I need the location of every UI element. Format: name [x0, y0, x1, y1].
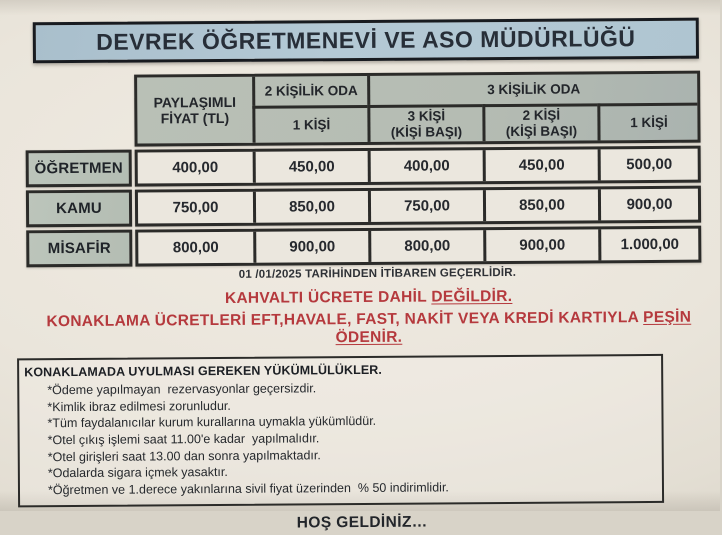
- breakfast-notice: [1, 286, 721, 309]
- rule-item: *Kimlik ibraz edilmesi zorunludur.: [47, 398, 231, 414]
- corner-header-cell: PAYLAŞIMLI FİYAT (TL): [153, 93, 237, 127]
- payment-notice: [1, 308, 721, 349]
- subheader-3room-1-kisi: 1 KİŞİ: [597, 103, 697, 141]
- price-cell: 850,00: [483, 189, 598, 221]
- rule-item: *Ödeme yapılmayan rezervasyonlar geçersizdir.: [47, 381, 317, 398]
- rule-item: *Öğretmen ve 1.derece yakınlarına sivil fiyat üzerinden % 50 indirimlidir.: [47, 480, 449, 497]
- title-bar: [33, 18, 699, 64]
- price-cell: 800,00: [368, 230, 483, 262]
- row-label-misafir: MİSAFİR: [26, 230, 132, 268]
- price-cell: 850,00: [253, 191, 368, 223]
- subheader-3room-2-kisi: 2 KİŞİ (KİŞİ BAŞI): [482, 103, 597, 141]
- table-row: [135, 226, 701, 267]
- payment-notice-underlined: PEŞİN ÖDENİR.: [335, 308, 692, 347]
- breakfast-notice-text: KAHVALTI ÜCRETE DAHİL: [224, 288, 432, 307]
- price-cell: 900,00: [598, 189, 698, 221]
- rule-item: *Otel girişleri saat 13.00 dan sonra yapılmaktadır.: [47, 447, 321, 464]
- validity-note: 01 /01/2025 TARİHİNDEN İTİBAREN GEÇERLİDİR.: [238, 266, 517, 281]
- row-label-kamu: KAMU: [26, 190, 132, 228]
- subheader-2room-1-kisi: 1 KİŞİ: [252, 105, 367, 143]
- row-label-ogretmen: ÖĞRETMEN: [26, 150, 132, 188]
- price-cell: 750,00: [368, 190, 483, 222]
- price-cell: 900,00: [253, 231, 368, 263]
- price-cell: 800,00: [172, 238, 219, 257]
- price-cell: 500,00: [598, 149, 698, 181]
- subheader-3room-3-kisi: 3 KİŞİ (KİŞİ BAŞI): [367, 104, 482, 142]
- price-cell: 400,00: [172, 158, 219, 177]
- table-row: [135, 186, 701, 227]
- payment-notice-text: KONAKLAMA ÜCRETLERİ EFT,HAVALE, FAST, NAKİT VEYA KREDİ KARTIYLA: [46, 309, 644, 331]
- rules-heading: KONAKLAMADA UYULMASI GEREKEN YÜKÜMLÜLÜKLER.: [24, 362, 382, 380]
- table-row: [135, 146, 701, 187]
- welcome-message: HOŞ GELDİNİZ…: [296, 513, 428, 532]
- rule-item: *Otel çıkış işlemi saat 11.00'e kadar yapılmalıdır.: [47, 431, 320, 448]
- group-header-3-room: 3 KİŞİLİK ODA: [367, 74, 697, 105]
- price-table: [25, 71, 702, 268]
- breakfast-notice-underlined: DEĞİLDİR.: [431, 287, 513, 306]
- table-header: [134, 71, 700, 147]
- price-cell: 1.000,00: [598, 229, 698, 261]
- rules-box: [17, 354, 664, 508]
- group-header-2-room: 2 KİŞİLİK ODA: [252, 76, 367, 106]
- price-cell: 400,00: [368, 150, 483, 182]
- price-cell: 450,00: [483, 149, 598, 181]
- rule-item: *Odalarda sigara içmek yasaktır.: [47, 465, 228, 481]
- rule-item: *Tüm faydalanıcılar kurum kurallarına uymakla yükümlüdür.: [47, 414, 377, 431]
- price-cell: 450,00: [253, 151, 368, 183]
- price-cell: 900,00: [483, 229, 598, 261]
- price-cell: 750,00: [172, 198, 219, 217]
- page-title: DEVREK ÖĞRETMENEVİ VE ASO MÜDÜRLÜĞÜ: [96, 25, 636, 55]
